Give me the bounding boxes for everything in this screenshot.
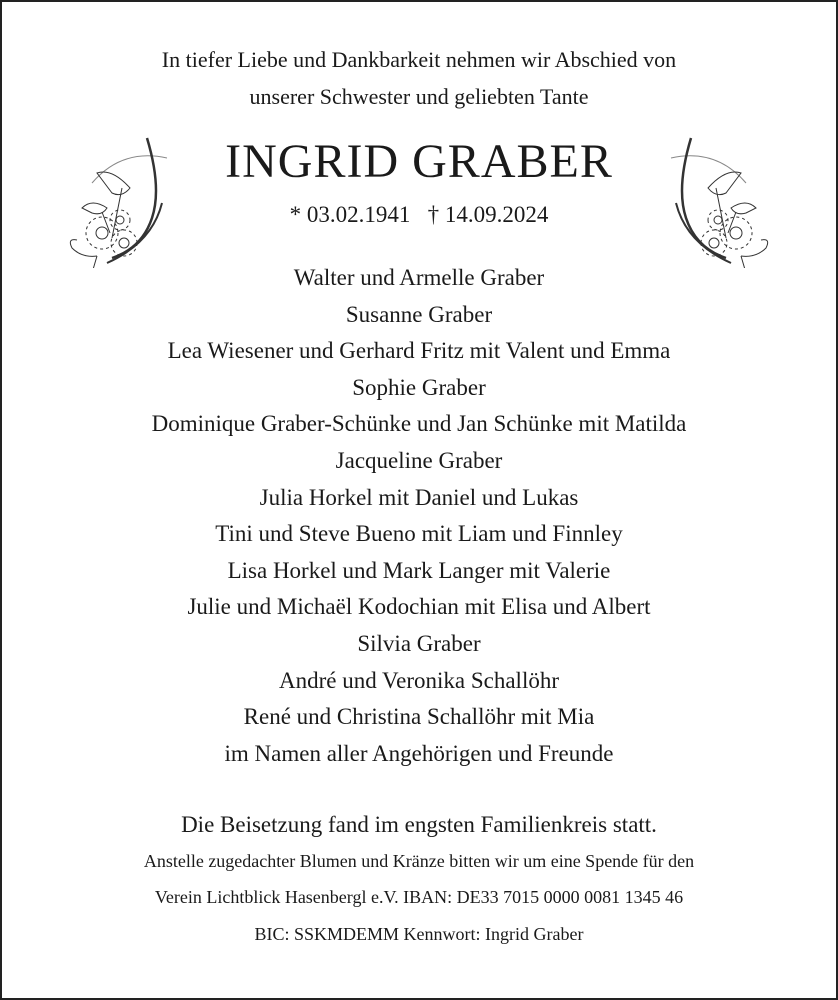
deceased-name: INGRID GRABER	[225, 135, 613, 188]
mourner-line: Lea Wiesener und Gerhard Fritz mit Valent und Emma	[167, 338, 671, 364]
mourner-line: André und Veronika Schallöhr	[279, 667, 559, 693]
mourner-line: Susanne Graber	[345, 301, 493, 327]
mourner-line: Silvia Graber	[357, 631, 481, 656]
mourner-line: Julia Horkel mit Daniel und Lukas	[259, 484, 579, 510]
birth-date: 03.02.1941	[306, 202, 411, 227]
intro-line-1: In tiefer Liebe und Dankbarkeit nehmen wir Abschied von	[161, 47, 677, 72]
mourner-line: Tini und Steve Bueno mit Liam und Finnley	[215, 521, 623, 547]
donation-line-1: Anstelle zugedachter Blumen und Kränze bitten wir um eine Spende für den	[143, 851, 695, 871]
death-symbol: †	[427, 202, 440, 227]
mourner-line: im Namen aller Angehörigen und Freunde	[224, 740, 614, 766]
mourner-line: Lisa Horkel und Mark Langer mit Valerie	[227, 557, 611, 583]
burial-note: Die Beisetzung fand im engsten Familienkreis statt.	[181, 812, 657, 837]
mourner-line: Sophie Graber	[352, 374, 486, 400]
mourner-line: Dominique Graber-Schünke und Jan Schünke mit Matilda	[151, 411, 687, 437]
mourner-line: Julie und Michaël Kodochian mit Elisa und Albert	[187, 594, 651, 620]
donation-line-2: Verein Lichtblick Hasenbergl e.V. IBAN: DE33 7015 0000 0081 1345 46	[154, 887, 684, 907]
birth-symbol: *	[289, 202, 302, 227]
death-date: 14.09.2024	[444, 202, 549, 227]
intro-line-2: unserer Schwester und geliebten Tante	[249, 84, 589, 109]
donation-line-3: BIC: SSKMDEMM Kennwort: Ingrid Graber	[254, 924, 584, 944]
mourner-line: Jacqueline Graber	[335, 448, 503, 473]
mourner-line: Walter und Armelle Graber	[293, 265, 545, 290]
mourner-line: René und Christina Schallöhr mit Mia	[243, 704, 595, 730]
life-dates	[0, 202, 838, 228]
